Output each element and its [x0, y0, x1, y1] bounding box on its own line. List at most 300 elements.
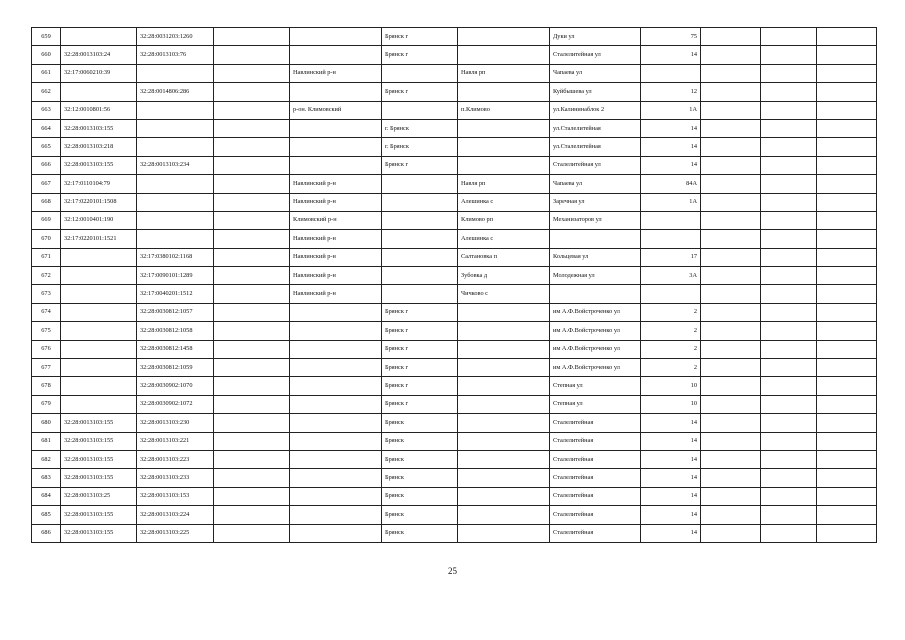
table-row [32, 175, 877, 193]
cell-cadastral-number-building: 32:17:0090101:1289 [137, 267, 214, 285]
cell-column-11 [761, 230, 817, 248]
cell-cadastral-number-land [61, 285, 137, 303]
cell-row-number: 674 [32, 303, 61, 321]
cell-column-4 [214, 211, 290, 229]
cell-house-number [641, 211, 701, 229]
table-row [32, 377, 877, 395]
cell-column-11 [761, 83, 817, 101]
cell-cadastral-number-building [137, 211, 214, 229]
cell-column-4 [214, 83, 290, 101]
cell-column-10 [701, 46, 761, 64]
cell-column-4 [214, 303, 290, 321]
cell-column-10 [701, 395, 761, 413]
cell-cadastral-number-land [61, 359, 137, 377]
cell-column-4 [214, 377, 290, 395]
cell-column-12 [817, 377, 877, 395]
cell-district [290, 487, 382, 505]
cell-street: Молодежная ул [550, 267, 641, 285]
cell-column-11 [761, 359, 817, 377]
cell-column-10 [701, 119, 761, 137]
cell-settlement [458, 46, 550, 64]
cell-row-number: 666 [32, 156, 61, 174]
cell-settlement [458, 469, 550, 487]
cell-cadastral-number-land: 32:28:0013103:155 [61, 506, 137, 524]
cell-district: Навлинский р-н [290, 193, 382, 211]
cell-street: ул.Калининаблок 2 [550, 101, 641, 119]
cell-city: Брянск [382, 414, 458, 432]
cell-street: Куйбышева ул [550, 83, 641, 101]
page-number: 25 [448, 566, 457, 576]
cell-settlement [458, 524, 550, 542]
cell-column-12 [817, 193, 877, 211]
cell-column-4 [214, 156, 290, 174]
cell-city [382, 285, 458, 303]
cell-district [290, 322, 382, 340]
cell-column-11 [761, 175, 817, 193]
cell-settlement: Чичково с [458, 285, 550, 303]
cell-column-4 [214, 487, 290, 505]
cell-district: Навлинский р-н [290, 267, 382, 285]
cell-column-12 [817, 46, 877, 64]
cell-column-11 [761, 506, 817, 524]
cell-row-number: 673 [32, 285, 61, 303]
cell-district [290, 450, 382, 468]
cell-row-number: 681 [32, 432, 61, 450]
cell-row-number: 670 [32, 230, 61, 248]
cell-column-4 [214, 175, 290, 193]
cell-column-12 [817, 211, 877, 229]
table-row [32, 359, 877, 377]
cell-cadastral-number-land [61, 83, 137, 101]
cell-cadastral-number-land: 32:17:0060210:39 [61, 64, 137, 82]
cell-cadastral-number-building [137, 64, 214, 82]
cell-column-10 [701, 64, 761, 82]
cell-column-10 [701, 285, 761, 303]
cell-column-12 [817, 469, 877, 487]
cell-city: Брянск г [382, 340, 458, 358]
cell-district [290, 303, 382, 321]
cell-row-number: 665 [32, 138, 61, 156]
cell-district [290, 377, 382, 395]
cell-cadastral-number-land: 32:28:0013103:24 [61, 46, 137, 64]
cell-column-12 [817, 303, 877, 321]
cell-house-number: 14 [641, 450, 701, 468]
cell-column-11 [761, 211, 817, 229]
cell-cadastral-number-building: 32:28:0013103:225 [137, 524, 214, 542]
table-row [32, 432, 877, 450]
cell-settlement: Навля рп [458, 64, 550, 82]
cell-column-10 [701, 303, 761, 321]
cell-street: Сталелитейная [550, 469, 641, 487]
cell-cadastral-number-land: 32:28:0013103:25 [61, 487, 137, 505]
cell-row-number: 682 [32, 450, 61, 468]
cell-cadastral-number-land: 32:28:0013103:155 [61, 156, 137, 174]
table-row [32, 46, 877, 64]
cell-column-4 [214, 64, 290, 82]
cell-settlement: Климово рп [458, 211, 550, 229]
cell-cadastral-number-building: 32:28:0013103:221 [137, 432, 214, 450]
cell-column-10 [701, 101, 761, 119]
cell-street: им А.Ф.Войстроченко ул [550, 322, 641, 340]
cell-house-number: 14 [641, 119, 701, 137]
cell-city [382, 248, 458, 266]
cell-city [382, 101, 458, 119]
cell-house-number: 2 [641, 322, 701, 340]
cell-settlement [458, 377, 550, 395]
cell-column-11 [761, 395, 817, 413]
cell-row-number: 668 [32, 193, 61, 211]
cell-column-4 [214, 432, 290, 450]
cell-district [290, 359, 382, 377]
cell-district [290, 414, 382, 432]
cell-column-12 [817, 340, 877, 358]
table-row [32, 487, 877, 505]
property-registry-table [31, 27, 877, 543]
cell-column-12 [817, 83, 877, 101]
table-row [32, 322, 877, 340]
cell-cadastral-number-land [61, 267, 137, 285]
cell-street: Сталелитейная [550, 524, 641, 542]
registry-table-body [32, 28, 877, 543]
cell-house-number: 14 [641, 469, 701, 487]
cell-column-10 [701, 193, 761, 211]
cell-city [382, 193, 458, 211]
cell-cadastral-number-building: 32:28:0030812:1058 [137, 322, 214, 340]
cell-settlement: п.Климово [458, 101, 550, 119]
cell-district [290, 395, 382, 413]
cell-column-12 [817, 64, 877, 82]
cell-row-number: 680 [32, 414, 61, 432]
cell-cadastral-number-building [137, 119, 214, 137]
cell-cadastral-number-land: 32:28:0013103:155 [61, 469, 137, 487]
cell-house-number: 14 [641, 506, 701, 524]
cell-column-10 [701, 340, 761, 358]
cell-cadastral-number-land: 32:17:0110104:79 [61, 175, 137, 193]
cell-street: Дуки ул [550, 28, 641, 46]
cell-cadastral-number-land: 32:17:0220101:1521 [61, 230, 137, 248]
cell-cadastral-number-land [61, 303, 137, 321]
cell-column-11 [761, 285, 817, 303]
cell-row-number: 660 [32, 46, 61, 64]
cell-district: Навлинский р-н [290, 230, 382, 248]
cell-house-number: 14 [641, 46, 701, 64]
cell-column-4 [214, 46, 290, 64]
table-row [32, 101, 877, 119]
cell-city: Брянск г [382, 83, 458, 101]
cell-cadastral-number-land [61, 340, 137, 358]
cell-street: Заречная ул [550, 193, 641, 211]
cell-column-10 [701, 267, 761, 285]
cell-row-number: 683 [32, 469, 61, 487]
cell-column-4 [214, 395, 290, 413]
table-row [32, 230, 877, 248]
cell-house-number [641, 64, 701, 82]
cell-column-12 [817, 230, 877, 248]
cell-street: Степная ул [550, 395, 641, 413]
cell-column-11 [761, 377, 817, 395]
cell-settlement [458, 83, 550, 101]
table-row [32, 506, 877, 524]
cell-column-11 [761, 303, 817, 321]
cell-house-number: 2 [641, 340, 701, 358]
cell-street: ул.Сталелитейная [550, 138, 641, 156]
cell-column-11 [761, 450, 817, 468]
cell-row-number: 671 [32, 248, 61, 266]
cell-column-4 [214, 322, 290, 340]
cell-house-number: 14 [641, 414, 701, 432]
cell-settlement [458, 414, 550, 432]
cell-column-11 [761, 28, 817, 46]
cell-column-12 [817, 432, 877, 450]
cell-city: Брянск [382, 506, 458, 524]
cell-city: Брянск г [382, 322, 458, 340]
cell-column-10 [701, 469, 761, 487]
cell-column-10 [701, 414, 761, 432]
cell-column-10 [701, 83, 761, 101]
cell-column-11 [761, 340, 817, 358]
cell-city: Брянск [382, 432, 458, 450]
table-row [32, 193, 877, 211]
cell-column-10 [701, 487, 761, 505]
cell-settlement [458, 395, 550, 413]
cell-house-number: 2 [641, 303, 701, 321]
cell-column-11 [761, 432, 817, 450]
cell-column-11 [761, 64, 817, 82]
table-row [32, 414, 877, 432]
cell-column-12 [817, 359, 877, 377]
cell-column-4 [214, 267, 290, 285]
cell-city [382, 267, 458, 285]
cell-settlement: Зубовка д [458, 267, 550, 285]
table-row [32, 340, 877, 358]
cell-house-number: 17 [641, 248, 701, 266]
cell-column-12 [817, 175, 877, 193]
cell-district [290, 28, 382, 46]
cell-city [382, 64, 458, 82]
cell-cadastral-number-building: 32:28:0013103:76 [137, 46, 214, 64]
cell-cadastral-number-land: 32:28:0013103:155 [61, 524, 137, 542]
cell-column-12 [817, 28, 877, 46]
cell-house-number: 75 [641, 28, 701, 46]
cell-cadastral-number-building [137, 230, 214, 248]
cell-column-11 [761, 469, 817, 487]
cell-district: р-он. Климовский [290, 101, 382, 119]
cell-street [550, 285, 641, 303]
cell-house-number: 14 [641, 432, 701, 450]
cell-column-12 [817, 450, 877, 468]
cell-street: Сталелитейная [550, 506, 641, 524]
cell-street: им А.Ф.Войстроченко ул [550, 340, 641, 358]
cell-column-12 [817, 322, 877, 340]
cell-cadastral-number-land: 32:17:0220101:1508 [61, 193, 137, 211]
cell-cadastral-number-building [137, 101, 214, 119]
cell-row-number: 672 [32, 267, 61, 285]
cell-house-number: 3А [641, 267, 701, 285]
cell-settlement: Салтановка п [458, 248, 550, 266]
cell-cadastral-number-land: 32:28:0013103:155 [61, 432, 137, 450]
cell-row-number: 684 [32, 487, 61, 505]
cell-city [382, 211, 458, 229]
cell-cadastral-number-building: 32:28:0031203:1260 [137, 28, 214, 46]
cell-column-10 [701, 432, 761, 450]
cell-street: Чапаева ул [550, 64, 641, 82]
cell-row-number: 676 [32, 340, 61, 358]
cell-cadastral-number-building: 32:28:0014806:286 [137, 83, 214, 101]
cell-column-12 [817, 524, 877, 542]
cell-district: Навлинский р-н [290, 175, 382, 193]
cell-district [290, 46, 382, 64]
cell-street: Механизаторов ул [550, 211, 641, 229]
table-row [32, 450, 877, 468]
cell-column-4 [214, 340, 290, 358]
cell-district: Климовский р-н [290, 211, 382, 229]
cell-column-11 [761, 46, 817, 64]
table-row [32, 248, 877, 266]
table-row [32, 156, 877, 174]
cell-city: Брянск [382, 450, 458, 468]
cell-district [290, 119, 382, 137]
cell-street: им А.Ф.Войстроченко ул [550, 303, 641, 321]
cell-cadastral-number-land: 32:28:0013103:218 [61, 138, 137, 156]
cell-street: Кольцевая ул [550, 248, 641, 266]
cell-settlement: Алешинка с [458, 193, 550, 211]
cell-column-11 [761, 487, 817, 505]
cell-column-11 [761, 414, 817, 432]
cell-district [290, 524, 382, 542]
cell-district [290, 156, 382, 174]
cell-column-11 [761, 322, 817, 340]
cell-column-10 [701, 359, 761, 377]
table-row [32, 395, 877, 413]
cell-district [290, 83, 382, 101]
cell-street: ул.Сталелитейная [550, 119, 641, 137]
cell-district: Навлинский р-н [290, 64, 382, 82]
cell-column-10 [701, 450, 761, 468]
cell-column-10 [701, 230, 761, 248]
cell-column-11 [761, 193, 817, 211]
cell-column-10 [701, 506, 761, 524]
cell-column-10 [701, 524, 761, 542]
cell-district [290, 138, 382, 156]
cell-column-12 [817, 506, 877, 524]
cell-city: г. Брянск [382, 119, 458, 137]
cell-cadastral-number-building: 32:28:0030902:1072 [137, 395, 214, 413]
cell-city: Брянск г [382, 28, 458, 46]
cell-street: Сталелитейная ул [550, 46, 641, 64]
cell-settlement [458, 359, 550, 377]
cell-cadastral-number-building: 32:28:0013103:153 [137, 487, 214, 505]
cell-column-11 [761, 524, 817, 542]
cell-cadastral-number-land: 32:28:0013103:155 [61, 414, 137, 432]
cell-district [290, 432, 382, 450]
cell-column-12 [817, 119, 877, 137]
cell-column-4 [214, 193, 290, 211]
cell-row-number: 663 [32, 101, 61, 119]
cell-column-4 [214, 230, 290, 248]
cell-cadastral-number-building [137, 175, 214, 193]
cell-settlement [458, 119, 550, 137]
cell-column-12 [817, 248, 877, 266]
cell-cadastral-number-building: 32:17:0040201:1512 [137, 285, 214, 303]
table-row [32, 138, 877, 156]
cell-row-number: 678 [32, 377, 61, 395]
cell-column-10 [701, 322, 761, 340]
cell-cadastral-number-land: 32:28:0013103:155 [61, 119, 137, 137]
cell-street: им А.Ф.Войстроченко ул [550, 359, 641, 377]
cell-cadastral-number-land [61, 322, 137, 340]
cell-house-number: 1А [641, 101, 701, 119]
cell-settlement [458, 450, 550, 468]
cell-settlement [458, 28, 550, 46]
cell-city: Брянск г [382, 46, 458, 64]
cell-column-10 [701, 156, 761, 174]
cell-house-number: 12 [641, 83, 701, 101]
cell-cadastral-number-building: 32:28:0013103:233 [137, 469, 214, 487]
cell-row-number: 662 [32, 83, 61, 101]
cell-cadastral-number-land [61, 395, 137, 413]
cell-column-10 [701, 211, 761, 229]
cell-street: Сталелитейная [550, 487, 641, 505]
cell-cadastral-number-building: 32:17:0380102:1168 [137, 248, 214, 266]
cell-cadastral-number-land [61, 248, 137, 266]
cell-row-number: 667 [32, 175, 61, 193]
cell-cadastral-number-building [137, 138, 214, 156]
cell-column-12 [817, 138, 877, 156]
cell-column-4 [214, 469, 290, 487]
cell-row-number: 679 [32, 395, 61, 413]
cell-row-number: 677 [32, 359, 61, 377]
cell-cadastral-number-building: 32:28:0030812:1057 [137, 303, 214, 321]
table-row [32, 524, 877, 542]
cell-cadastral-number-land: 32:12:0010801:56 [61, 101, 137, 119]
cell-cadastral-number-building: 32:28:0030812:1059 [137, 359, 214, 377]
cell-column-11 [761, 267, 817, 285]
cell-house-number [641, 285, 701, 303]
table-row [32, 211, 877, 229]
cell-cadastral-number-building: 32:28:0013103:224 [137, 506, 214, 524]
cell-column-11 [761, 138, 817, 156]
cell-column-12 [817, 101, 877, 119]
table-row [32, 64, 877, 82]
cell-street: Сталелитейная [550, 432, 641, 450]
cell-column-4 [214, 414, 290, 432]
cell-street: Степная ул [550, 377, 641, 395]
cell-column-4 [214, 359, 290, 377]
cell-city: Брянск [382, 524, 458, 542]
cell-column-4 [214, 28, 290, 46]
cell-house-number: 2 [641, 359, 701, 377]
cell-city: Брянск [382, 469, 458, 487]
cell-street: Сталелитейная ул [550, 156, 641, 174]
cell-row-number: 659 [32, 28, 61, 46]
table-row [32, 285, 877, 303]
table-row [32, 469, 877, 487]
cell-cadastral-number-land: 32:28:0013103:155 [61, 450, 137, 468]
cell-house-number: 10 [641, 377, 701, 395]
cell-row-number: 685 [32, 506, 61, 524]
cell-column-11 [761, 119, 817, 137]
cell-column-10 [701, 138, 761, 156]
cell-house-number: 14 [641, 487, 701, 505]
cell-city: Брянск [382, 487, 458, 505]
cell-column-4 [214, 138, 290, 156]
cell-settlement [458, 506, 550, 524]
table-row [32, 119, 877, 137]
cell-cadastral-number-building: 32:28:0013103:223 [137, 450, 214, 468]
cell-street: Сталелитейная [550, 450, 641, 468]
cell-cadastral-number-building [137, 193, 214, 211]
cell-house-number: 14 [641, 156, 701, 174]
